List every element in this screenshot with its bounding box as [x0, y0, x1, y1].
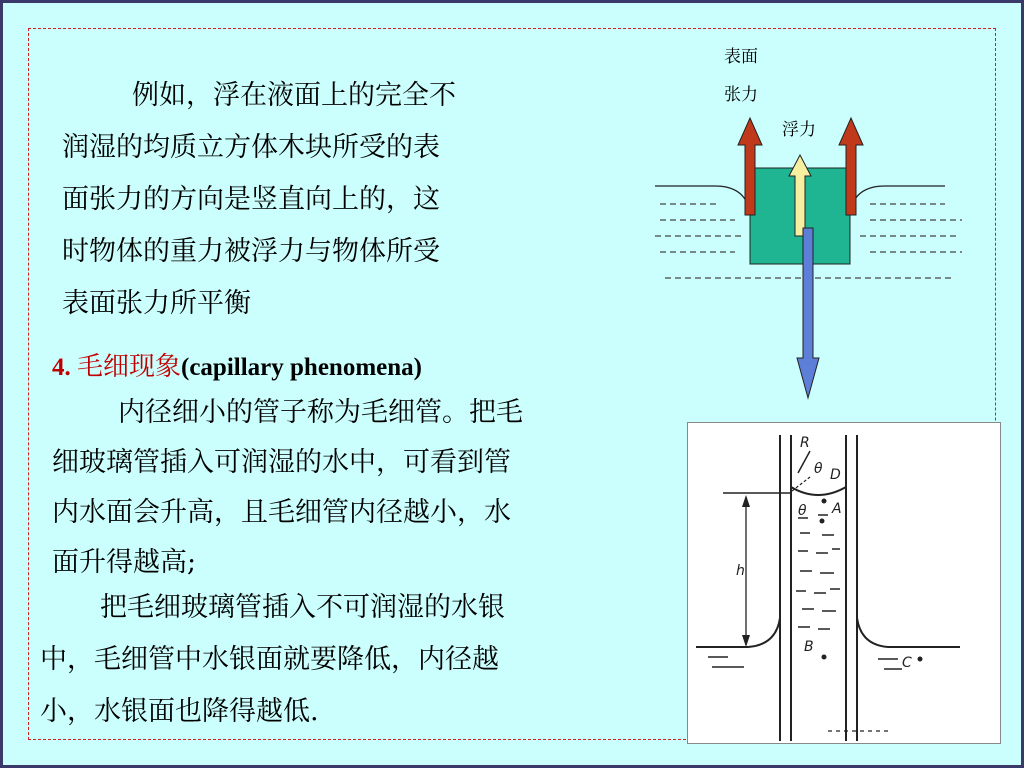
text-line: 把毛细玻璃管插入不可润湿的水银 — [100, 592, 505, 623]
text-line: 细玻璃管插入可润湿的水中，可看到管 — [52, 447, 511, 478]
label-R: R — [800, 435, 810, 451]
label-A: A — [832, 501, 842, 517]
text-line: 时物体的重力被浮力与物体所受 — [62, 236, 440, 267]
text-line: 面张力的方向是竖直向上的，这 — [62, 184, 440, 215]
capillary-tube-diagram — [687, 422, 1001, 744]
paragraph-capillary-water — [52, 388, 662, 588]
heading-title-en: (capillary phenomena) — [181, 354, 422, 381]
text-line: 内径细小的管子称为毛细管。把毛 — [118, 397, 523, 428]
label-surface-tension-2: 张力 — [724, 85, 758, 105]
text-line: 面升得越高; — [52, 547, 197, 578]
label-surface-tension-1: 表面 — [724, 47, 758, 67]
heading-title-zh: 毛细现象 — [77, 352, 182, 381]
label-theta-2: θ — [798, 503, 807, 519]
label-h: h — [736, 563, 745, 579]
label-buoyancy: 浮力 — [782, 120, 816, 140]
heading-number: 4. — [52, 354, 71, 381]
text-line: 润湿的均质立方体木块所受的表 — [62, 132, 440, 163]
paragraph-capillary-mercury — [40, 582, 660, 738]
label-B: B — [804, 639, 814, 655]
label-D: D — [830, 467, 841, 483]
text-line: 例如，浮在液面上的完全不 — [132, 80, 456, 111]
text-line: 内水面会升高，且毛细管内径越小，水 — [52, 497, 511, 528]
label-theta-1: θ — [814, 461, 823, 477]
text-line: 中，毛细管中水银面就要降低，内径越 — [40, 644, 499, 675]
label-C: C — [902, 655, 912, 671]
section-heading — [52, 346, 422, 383]
text-line: 小，水银面也降得越低. — [40, 696, 319, 727]
text-line: 表面张力所平衡 — [62, 288, 251, 319]
